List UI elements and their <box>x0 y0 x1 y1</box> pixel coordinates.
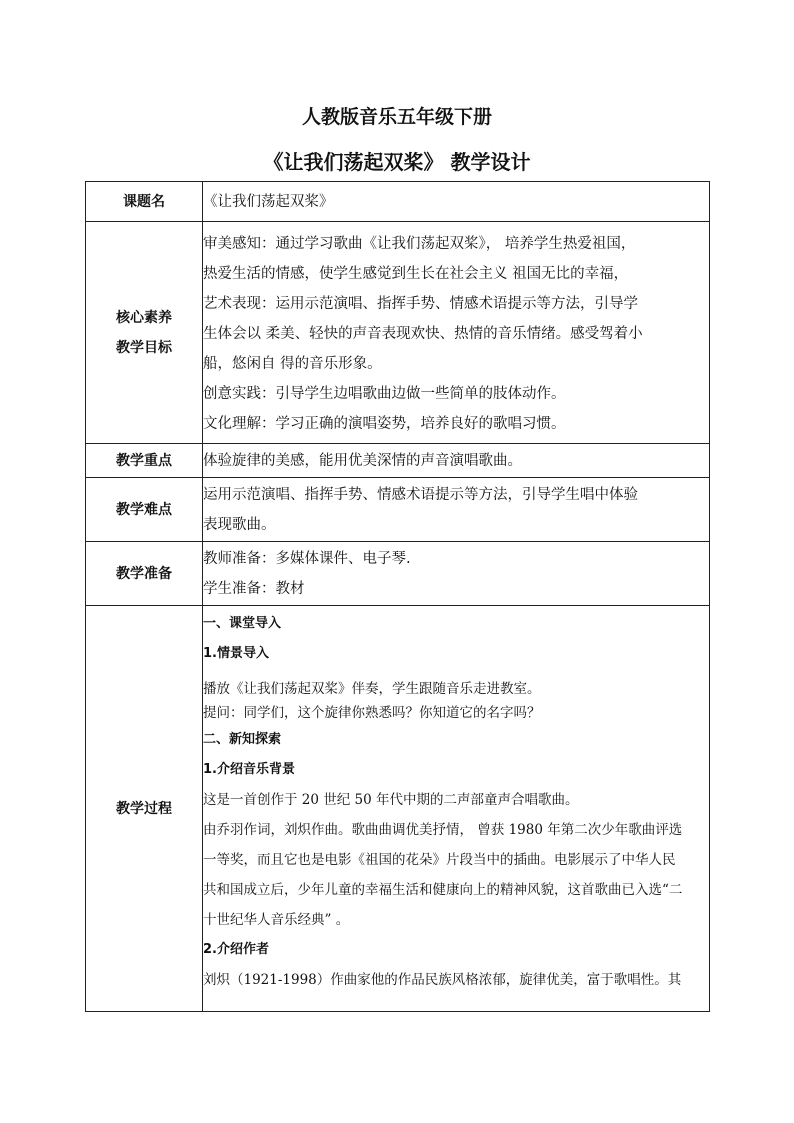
key-points-line: 体验旋律的美感，能用优美深情的声音演唱歌曲。 <box>203 452 522 469</box>
paragraph-line: 十世纪华人音乐经典” 。 <box>203 912 350 928</box>
subsection-heading: 1.介绍音乐背景 <box>203 762 295 777</box>
content-difficulties <box>203 478 710 542</box>
label-process: 教学过程 <box>86 606 203 1012</box>
label-difficulties: 教学难点 <box>86 478 203 542</box>
content-process <box>203 606 710 1012</box>
paragraph-line: 刘炽（1921-1998）作曲家他的作品民族风格浓郁，旋律优美，富于歌唱性。其 <box>203 972 682 988</box>
topic-line: 《让我们荡起双桨》 <box>203 193 334 210</box>
row-preparation <box>86 542 710 606</box>
row-topic <box>86 182 710 222</box>
difficulties-line: 表现歌曲。 <box>203 516 276 533</box>
row-difficulties <box>86 478 710 542</box>
label-preparation: 教学准备 <box>86 542 203 606</box>
row-goals <box>86 222 710 444</box>
subsection-heading: 1.情景导入 <box>203 646 269 661</box>
content-goals <box>203 222 710 444</box>
document-subtitle: 《让我们荡起双桨》 教学设计 <box>263 150 531 174</box>
goals-line: 文化理解：学习正确的演唱姿势，培养良好的歌唱习惯。 <box>203 415 566 432</box>
document-title: 人教版音乐五年级下册 <box>301 106 492 128</box>
goals-line: 创意实践：引导学生边唱歌曲边做一些简单的肢体动作。 <box>203 385 566 402</box>
section-heading: 二、新知探索 <box>203 732 282 747</box>
goals-line: 审美感知：通过学习歌曲《让我们荡起双桨》， 培养学生热爱祖国， <box>203 235 636 252</box>
paragraph-line: 播放《让我们荡起双桨》伴奏，学生跟随音乐走进教室。 <box>203 681 541 697</box>
subsection-heading: 2.介绍作者 <box>203 942 269 957</box>
label-goals-line2: 教学目标 <box>116 339 172 356</box>
row-process <box>86 606 710 1012</box>
row-key-points <box>86 444 710 478</box>
paragraph-line: 提问：同学们，这个旋律你熟悉吗？你知道它的名字吗？ <box>203 705 541 721</box>
label-key-points: 教学重点 <box>86 444 203 478</box>
goals-line: 生体会以 柔美、轻快的声音表现欢快、热情的音乐情绪。感受驾着小 <box>203 325 643 342</box>
paragraph-line: 由乔羽作词，刘炽作曲。歌曲曲调优美抒情， 曾获 1980 年第二次少年歌曲评选 <box>203 822 683 838</box>
goals-line: 船，悠闲自 得的音乐形象。 <box>203 355 382 372</box>
paragraph-line: 这是一首创作于 20 世纪 50 年代中期的二声部童声合唱歌曲。 <box>203 792 579 808</box>
label-goals <box>86 222 203 444</box>
paragraph-line: 一等奖，而且它也是电影《祖国的花朵》片段当中的插曲。电影展示了中华人民 <box>203 852 676 868</box>
label-goals-line1: 核心素养 <box>116 309 172 326</box>
content-preparation <box>203 542 710 606</box>
preparation-line: 学生准备：教材 <box>203 580 305 597</box>
paragraph-line: 共和国成立后，少年儿童的幸福生活和健康向上的精神风貌，这首歌曲已入选“二 <box>203 882 683 898</box>
content-key-points <box>203 444 710 478</box>
preparation-line: 教师准备：多媒体课件、电子琴. <box>203 550 411 567</box>
goals-line: 艺术表现：运用示范演唱、指挥手势、情感术语提示等方法，引导学 <box>203 295 638 312</box>
content-topic <box>203 182 710 222</box>
difficulties-line: 运用示范演唱、指挥手势、情感术语提示等方法，引导学生唱中体验 <box>203 486 638 503</box>
label-topic: 课题名 <box>86 182 203 222</box>
lesson-plan-table <box>85 181 710 1012</box>
goals-line: 热爱生活的情感，使学生感觉到生长在社会主义 祖国无比的幸福， <box>203 265 629 282</box>
section-heading: 一、课堂导入 <box>203 616 282 631</box>
